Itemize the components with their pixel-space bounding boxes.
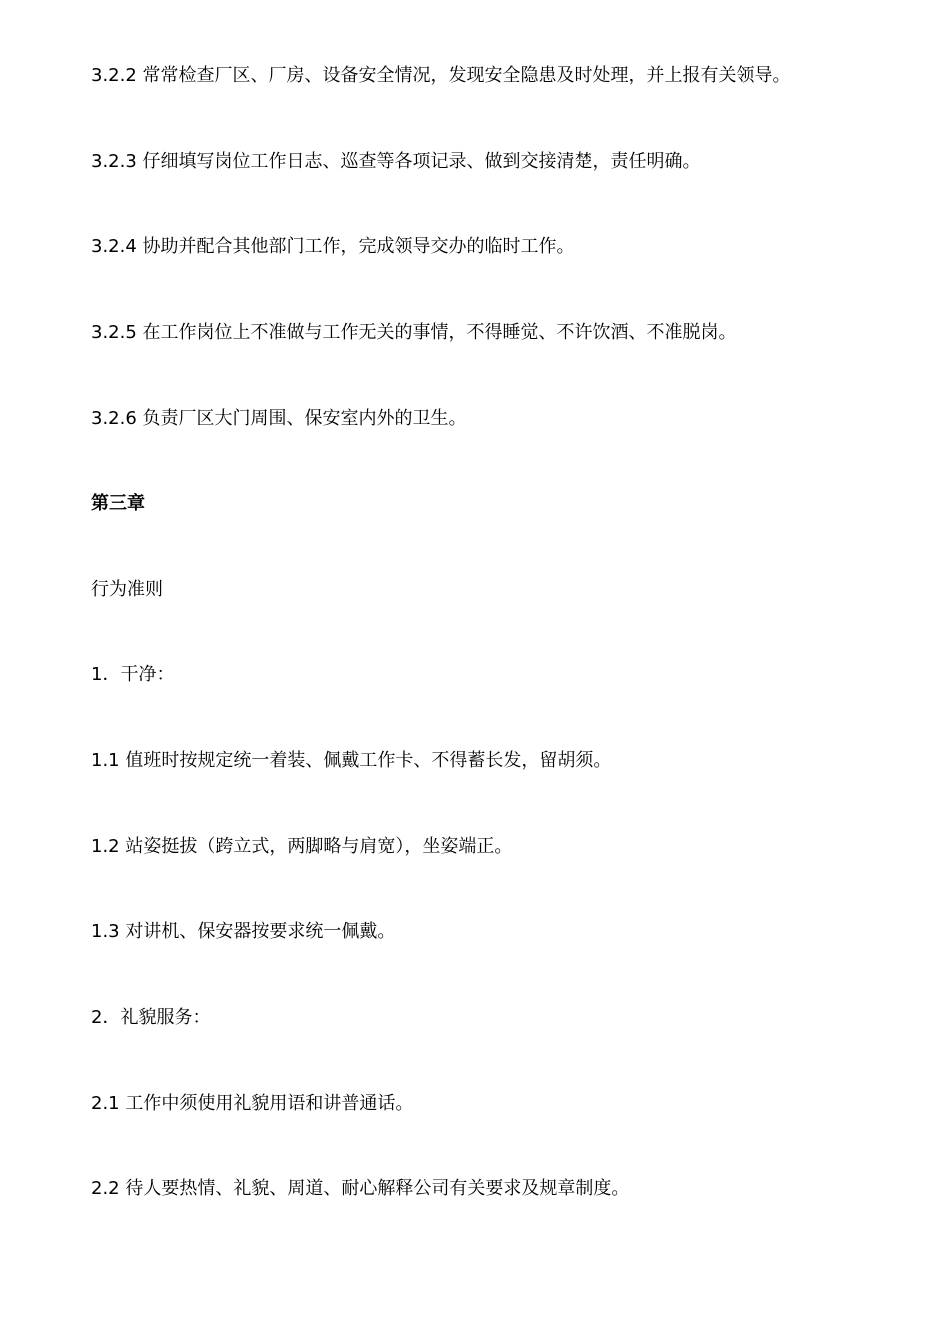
item-3-2-5: 3.2.5 在工作岗位上不准做与工作无关的事情，不得睡觉、不许饮酒、不准脱岗。 <box>91 322 737 343</box>
item-1-3: 1.3 对讲机、保安器按要求统一佩戴。 <box>91 921 396 942</box>
item-1-1: 1.1 值班时按规定统一着装、佩戴工作卡、不得蓄长发，留胡须。 <box>91 750 612 771</box>
item-3-2-4: 3.2.4 协助并配合其他部门工作，完成领导交办的临时工作。 <box>91 236 575 257</box>
item-2-2: 2.2 待人要热情、礼貌、周道、耐心解释公司有关要求及规章制度。 <box>91 1178 630 1199</box>
section-title: 行为准则 <box>91 579 163 600</box>
section-1-heading: 1．干净： <box>91 664 175 685</box>
chapter-heading: 第三章 <box>91 493 145 514</box>
item-3-2-6: 3.2.6 负责厂区大门周围、保安室内外的卫生。 <box>91 408 467 429</box>
item-3-2-2: 3.2.2 常常检查厂区、厂房、设备安全情况，发现安全隐患及时处理，并上报有关领导。 <box>91 65 791 86</box>
section-2-heading: 2．礼貌服务： <box>91 1007 211 1028</box>
item-1-2: 1.2 站姿挺拔（跨立式，两脚略与肩宽），坐姿端正。 <box>91 836 513 857</box>
item-3-2-3: 3.2.3 仔细填写岗位工作日志、巡查等各项记录、做到交接清楚，责任明确。 <box>91 151 701 172</box>
item-2-1: 2.1 工作中须使用礼貌用语和讲普通话。 <box>91 1093 414 1114</box>
